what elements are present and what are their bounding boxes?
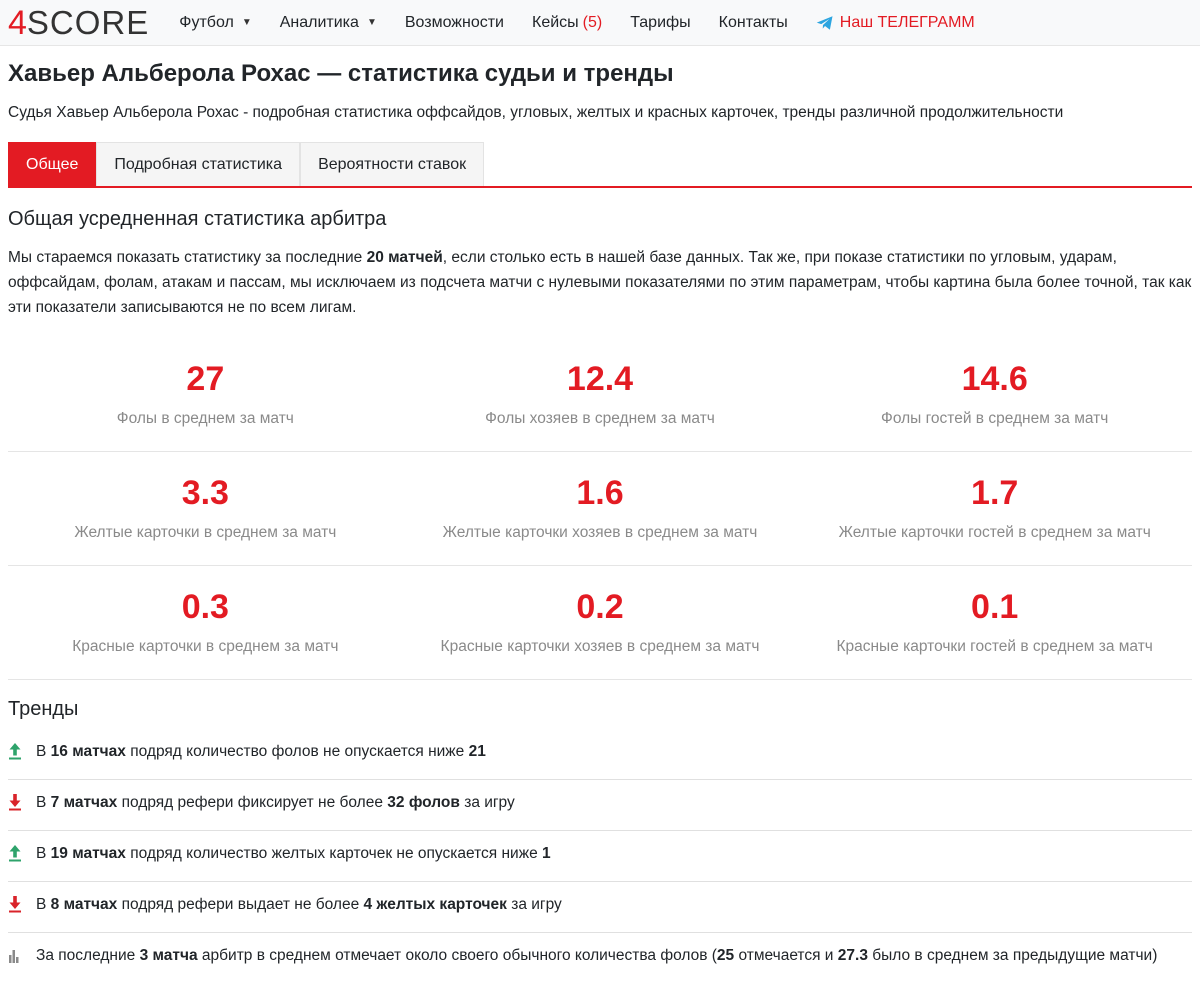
trend-text-bold: 19 матчах bbox=[50, 845, 126, 863]
arrow-up-icon bbox=[8, 842, 36, 870]
tab-detailed-stats[interactable]: Подробная статистика bbox=[96, 142, 300, 186]
trend-text-part: В bbox=[36, 896, 51, 914]
stats-grid bbox=[8, 338, 1192, 680]
telegram-label: Наш ТЕЛЕГРАММ bbox=[839, 13, 975, 31]
trend-text-part: В bbox=[36, 845, 51, 863]
stat-value: 0.3 bbox=[181, 587, 229, 626]
logo-number: 4 bbox=[8, 3, 27, 42]
nav-item-cases[interactable] bbox=[532, 14, 602, 32]
stat-label: Желтые карточки хозяев в среднем за матч bbox=[442, 523, 758, 541]
tab-bet-probabilities[interactable]: Вероятности ставок bbox=[300, 142, 484, 186]
stat-label: Фолы гостей в среднем за матч bbox=[881, 409, 1109, 427]
stat-label: Желтые карточки в среднем за матч bbox=[74, 523, 337, 541]
trend-text-part: подряд рефери фиксирует не более bbox=[117, 794, 388, 812]
trends-list bbox=[8, 729, 1192, 983]
stat-yellow-away bbox=[797, 452, 1192, 565]
trend-text-part: подряд рефери выдает не более bbox=[117, 896, 364, 914]
stat-label: Фолы в среднем за матч bbox=[116, 409, 294, 427]
trend-text-bold: 3 матча bbox=[139, 947, 198, 965]
trend-text-bold: 8 матчах bbox=[50, 896, 118, 914]
stat-label: Красные карточки хозяев в среднем за матч bbox=[440, 637, 760, 655]
trend-text-part: В bbox=[36, 743, 51, 761]
intro-text-after: , если столько есть в нашей базе данных. Так же, при показе статистики по угловым, ударам, оффсайдам, фолам, атакам и пассам, мы исключаем из подсчета матчи с нулевыми показателями по этим параметрам, чтобы картина была более точной, так как эти показатели записываются не по всем лигам. bbox=[8, 249, 1192, 317]
stat-red-away bbox=[797, 566, 1192, 679]
caret-down-icon: ▼ bbox=[366, 17, 377, 28]
trend-text-part: было в среднем за предыдущие матчи) bbox=[867, 947, 1158, 965]
trend-text-bold: 27.3 bbox=[837, 947, 868, 965]
bar-chart-icon bbox=[8, 944, 36, 972]
stat-value: 27 bbox=[186, 359, 225, 398]
trend-text bbox=[36, 842, 551, 866]
trend-text-part: подряд количество желтых карточек не опускается ниже bbox=[125, 845, 542, 863]
stat-label: Фолы хозяев в среднем за матч bbox=[485, 409, 715, 427]
stat-yellow-home bbox=[403, 452, 798, 565]
page-title: Хавьер Альберола Рохас — статистика судьи и тренды bbox=[8, 60, 674, 87]
trend-text-part: арбитр в среднем отмечает около своего обычного количества фолов ( bbox=[197, 947, 717, 965]
stat-value: 0.1 bbox=[971, 587, 1019, 626]
main-content bbox=[0, 60, 1200, 983]
intro-text-before: Мы стараемся показать статистику за последние bbox=[8, 249, 367, 267]
page-subtitle: Судья Хавьер Альберола Рохас - подробная статистика оффсайдов, угловых, желтых и красных карточек, тренды различной продолжительности bbox=[8, 103, 1064, 121]
trend-text-part: отмечается и bbox=[734, 947, 838, 965]
trend-text bbox=[36, 791, 515, 815]
stat-value: 1.6 bbox=[576, 473, 624, 512]
nav-item-label: Тарифы bbox=[630, 13, 691, 31]
stats-row-yellow-cards bbox=[8, 452, 1192, 566]
nav-item-label: Кейсы bbox=[532, 13, 579, 31]
trend-text-bold: 1 bbox=[542, 845, 551, 863]
intro-text-bold: 20 матчей bbox=[366, 249, 443, 267]
nav-item-label: Возможности bbox=[404, 13, 504, 31]
nav-item-pricing[interactable] bbox=[630, 14, 690, 32]
stat-value: 3.3 bbox=[181, 473, 229, 512]
nav-item-label: Футбол bbox=[179, 13, 234, 31]
trend-text bbox=[36, 740, 486, 764]
nav-item-label: Контакты bbox=[718, 13, 788, 31]
tab-bar bbox=[8, 142, 1192, 188]
stat-red-home bbox=[403, 566, 798, 679]
arrow-up-icon bbox=[8, 740, 36, 768]
intro-paragraph bbox=[8, 245, 1192, 320]
trend-text-bold: 25 bbox=[716, 947, 735, 965]
site-logo[interactable] bbox=[8, 3, 150, 42]
telegram-link[interactable] bbox=[816, 14, 975, 32]
stat-label: Красные карточки гостей в среднем за матч bbox=[836, 637, 1153, 655]
stat-label: Красные карточки в среднем за матч bbox=[72, 637, 339, 655]
arrow-down-icon bbox=[8, 893, 36, 921]
trend-item bbox=[8, 780, 1192, 831]
stat-label: Желтые карточки гостей в среднем за матч bbox=[838, 523, 1151, 541]
trend-item bbox=[8, 831, 1192, 882]
trend-text bbox=[36, 944, 1157, 968]
telegram-icon bbox=[816, 15, 834, 31]
nav-item-football[interactable] bbox=[179, 14, 251, 32]
trend-text-part: за игру bbox=[459, 794, 515, 812]
trend-text-part: подряд количество фолов не опускается ниже bbox=[125, 743, 469, 761]
stat-value: 12.4 bbox=[566, 359, 634, 398]
nav-item-analytics[interactable] bbox=[280, 14, 377, 32]
trend-text-bold: 21 bbox=[468, 743, 486, 761]
top-navbar bbox=[0, 0, 1200, 46]
stat-yellow-total bbox=[8, 452, 403, 565]
trend-text-part: за игру bbox=[506, 896, 562, 914]
trend-text-part: В bbox=[36, 794, 51, 812]
stat-fouls-total bbox=[8, 338, 403, 451]
stats-row-fouls bbox=[8, 338, 1192, 452]
cases-count-badge: (5) bbox=[582, 13, 603, 31]
trend-text-part: За последние bbox=[36, 947, 140, 965]
trend-text-bold: 7 матчах bbox=[50, 794, 118, 812]
trend-text-bold: 16 матчах bbox=[50, 743, 126, 761]
nav-item-label: Аналитика bbox=[279, 13, 359, 31]
section-heading-general: Общая усредненная статистика арбитра bbox=[8, 208, 387, 231]
trend-item bbox=[8, 933, 1192, 983]
trend-item bbox=[8, 729, 1192, 780]
stat-value: 1.7 bbox=[971, 473, 1019, 512]
tab-general[interactable]: Общее bbox=[8, 142, 96, 186]
section-heading-trends: Тренды bbox=[8, 698, 79, 721]
caret-down-icon: ▼ bbox=[241, 17, 252, 28]
trend-text-bold: 4 желтых карточек bbox=[363, 896, 507, 914]
logo-word: SCORE bbox=[26, 3, 150, 41]
trend-text bbox=[36, 893, 562, 917]
nav-item-contacts[interactable] bbox=[719, 14, 788, 32]
trend-item bbox=[8, 882, 1192, 933]
stat-value: 0.2 bbox=[576, 587, 624, 626]
stat-value: 14.6 bbox=[961, 359, 1028, 398]
nav-item-features[interactable] bbox=[405, 14, 504, 32]
stat-red-total bbox=[8, 566, 403, 679]
stat-fouls-away bbox=[797, 338, 1192, 451]
arrow-down-icon bbox=[8, 791, 36, 819]
stat-fouls-home bbox=[403, 338, 798, 451]
trend-text-bold: 32 фолов bbox=[387, 794, 460, 812]
stats-row-red-cards bbox=[8, 566, 1192, 680]
